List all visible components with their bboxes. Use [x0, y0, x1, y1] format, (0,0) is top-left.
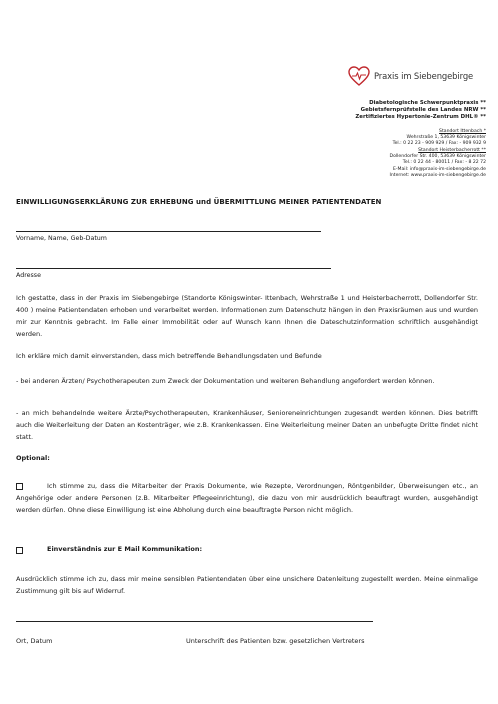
document-title: EINWILLIGUNGSERKLÄRUNG ZUR ERHEBUNG und ÜBERMITTLUNG MEINER PATIENTENDATEN [16, 198, 382, 206]
consent-paragraph-1: Ich gestatte, dass in der Praxis im Siebengebirge (Standorte Königswinter- Ittenbach, Wehrstraße 1 und Heisterbacherrott, Dollendorfer Str. 400 ) meine Patientendaten erhoben und verarbeitet werden. Informationen zum Datenschutz hängen in den Praxisräumen aus und wurden mir zur Kenntnis gebracht. Im Falle einer Immobilität oder auf Wunsch kann Ihnen die Dateschutzinformation schriftlich ausgehändigt werden. [16, 294, 478, 338]
location2-contact: Tel.: 0 22 44 - 80011 / Fax: - 8 22 72 [402, 160, 486, 165]
option2-checkbox[interactable] [16, 547, 23, 554]
practice-logo [347, 64, 497, 90]
location2-title: Standort Heisterbacherrott ** [418, 148, 486, 153]
place-date-label: Ort, Datum [16, 637, 53, 645]
logo-text: Praxis im Siebengebirge [374, 71, 474, 81]
consent-paragraph-4: - an mich behandelnde weitere Ärzte/Psychotherapeuten, Krankenhäuser, Senioreneinrichtungen zugesandt werden können. Dies betrifft auch die Weiterleitung der Daten an Kostenträger, wie z.B. Krankenkassen. Eine Weiterleitung meiner Daten an unbefugte Dritte findet nicht statt. [16, 409, 478, 441]
name-field-label: Vorname, Name, Geb-Datum [16, 235, 107, 242]
location1-contact: Tel.: 0 22 23 - 909 929 / Fax: - 909 932 9 [392, 141, 486, 146]
name-field-line[interactable] [16, 231, 321, 232]
location2-street: Dollendorfer Str. 400, 53639 Königswinter [389, 154, 486, 159]
consent-paragraph-2: Ich erkläre mich damit einverstanden, dass mich betreffende Behandlungsdaten und Befunde [16, 352, 322, 360]
optional-label: Optional: [16, 454, 50, 462]
location1-title: Standort Ittenbach * [439, 129, 486, 134]
header-specialty-1: Diabetologische Schwerpunktpraxis ** [369, 100, 486, 106]
option2-text: Ausdrücklich stimme ich zu, dass mir meine sensiblen Patientendaten über eine unsichere Datenleitung zugestellt werden. Meine einmalige Zustimmung gilt bis auf Widerruf. [16, 575, 478, 595]
signature-label: Unterschrift des Patienten bzw. gesetzlichen Vertreters [186, 637, 365, 645]
location1-street: Wehrstraße 1, 53639 Königswinter [406, 135, 486, 140]
header-internet: Internet: www.praxis-im-siebengebirge.de [389, 173, 486, 178]
address-field-line[interactable] [16, 268, 331, 269]
header-specialty-3: Zertifiziertes Hypertonie-Zentrum DHL® ** [355, 114, 486, 120]
heart-icon [347, 64, 371, 88]
address-field-label: Adresse [16, 272, 41, 279]
header-specialty-2: Gebietsfernprüfstelle des Landes NRW ** [360, 107, 486, 113]
option1-text: Ich stimme zu, dass die Mitarbeiter der Praxis Dokumente, wie Rezepte, Verordnungen, Röntgenbilder, Überweisungen etc., an Angehörige oder andere Personen (z.B. Mitarbeiter Pflegeeinrichtung), die dazu von mir ausdrücklich beauftragt wurden, ausgehändigt werden dürfen. Ohne diese Einwilligung ist eine Abholung durch eine beauftragte Person nicht möglich. [16, 482, 478, 514]
signature-line[interactable] [16, 621, 373, 622]
option2-title: Einverständnis zur E Mail Kommunikation: [47, 545, 203, 553]
consent-paragraph-3: - bei anderen Ärzten/ Psychotherapeuten zum Zweck der Dokumentation und weiteren Behandlung angefordert werden können. [16, 377, 435, 385]
header-email: E-Mail: info@praxis-im-siebengebirge.de [392, 167, 486, 172]
